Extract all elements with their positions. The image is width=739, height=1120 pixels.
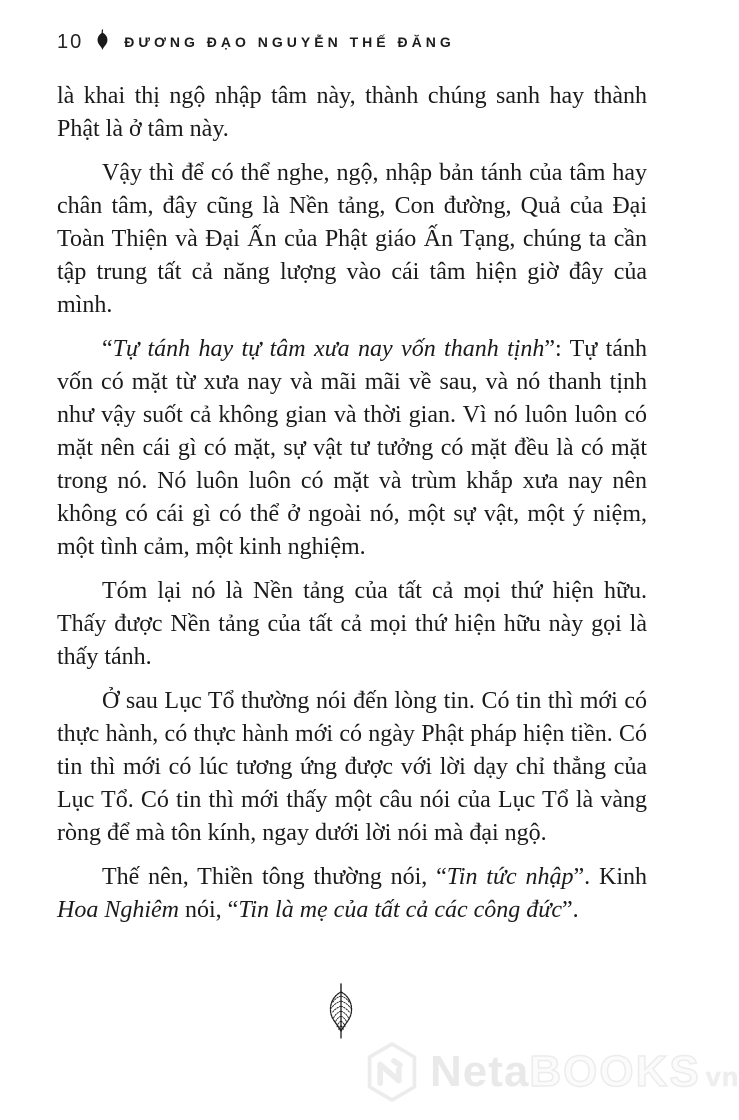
text-segment: Ở sau Lục Tổ thường nói đến lòng tin. Có tin thì mới có thực hành, có thực hành mới có ngày Phật pháp hiện tiền. Có tin thì mới có lúc tương ứng được với lời dạy chỉ thẳng của Lục Tổ. Có tin thì mới thấy một câu nói của Lục Tổ là vàng ròng để mà tôn kính, ngay dưới lời nói mà đại ngộ. bbox=[57, 688, 647, 846]
paragraph bbox=[57, 157, 647, 322]
text-segment: “ bbox=[102, 336, 113, 362]
footer-bodhi-leaf-ornament bbox=[325, 983, 357, 1039]
italic-text-segment: Tin là mẹ của tất cả các công đức bbox=[238, 897, 563, 923]
watermark-suffix: vn bbox=[705, 1062, 739, 1092]
text-segment: Vậy thì để có thể nghe, ngộ, nhập bản tánh của tâm hay chân tâm, đây cũng là Nền tảng, Con đường, Quả của Đại Toàn Thiện và Đại Ấn của Phật giáo Ấn Tạng, chúng ta cần tập trung tất cả năng lượng vào cái tâm hiện giờ đây của mình. bbox=[57, 160, 647, 318]
paragraph bbox=[57, 575, 647, 674]
paragraph bbox=[57, 80, 647, 146]
text-segment: ”. bbox=[562, 897, 579, 923]
paragraph bbox=[57, 333, 647, 564]
running-header bbox=[57, 30, 455, 54]
text-segment: Tóm lại nó là Nền tảng của tất cả mọi thứ hiện hữu. Thấy được Nền tảng của tất cả mọi thứ hiện hữu này gọi là thấy tánh. bbox=[57, 578, 647, 670]
text-segment: là khai thị ngộ nhập tâm này, thành chúng sanh hay thành Phật là ở tâm này. bbox=[57, 83, 647, 142]
text-segment: ”. Kinh bbox=[573, 864, 648, 890]
running-title: ĐƯƠNG ĐẠO NGUYỄN THẾ ĐĂNG bbox=[124, 34, 455, 50]
text-segment: ”: Tự tánh vốn có mặt từ xưa nay và mãi mãi về sau, và nó thanh tịnh như vậy suốt cả không gian và thời gian. Vì nó luôn luôn có mặt nên cái gì có mặt, sự vật tư tưởng có mặt đều là có mặt trong nó. Nó luôn luôn có mặt và trùm khắp xưa nay nên không có cái gì có thể ở ngoài nó, một sự vật, một ý niệm, một tình cảm, một kinh nghiệm. bbox=[57, 336, 647, 560]
text-segment: Thế nên, Thiền tông thường nói, “ bbox=[102, 864, 447, 890]
italic-text-segment: Hoa Nghiêm bbox=[57, 897, 179, 923]
page-number: 10 bbox=[57, 30, 84, 53]
watermark-brand-secondary: BOOKS bbox=[529, 1047, 701, 1096]
italic-text-segment: Tự tánh hay tự tâm xưa nay vốn thanh tịnh bbox=[112, 336, 545, 362]
text-segment: nói, “ bbox=[179, 897, 239, 923]
italic-text-segment: Tin tức nhập bbox=[446, 864, 574, 890]
watermark-brand-primary: Neta bbox=[430, 1047, 530, 1096]
netabooks-hexagon-logo-icon bbox=[364, 1040, 420, 1104]
netabooks-watermark bbox=[364, 1040, 739, 1104]
bodhi-leaf-icon bbox=[95, 29, 110, 56]
watermark-text bbox=[430, 1047, 739, 1096]
paragraph bbox=[57, 861, 647, 927]
body-text bbox=[57, 80, 647, 938]
paragraph bbox=[57, 685, 647, 850]
